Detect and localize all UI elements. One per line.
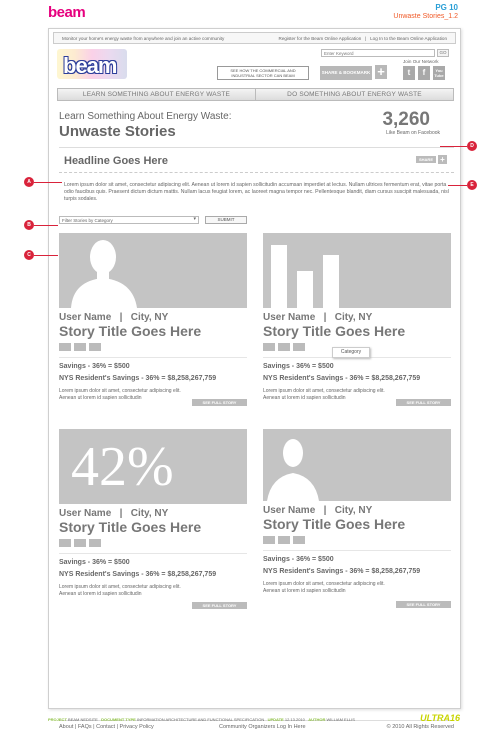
story-description: Lorem ipsum dolor sit amet, consectetur adipiscing elit. Aenean ut lorem id sapien sollicitudin (59, 388, 181, 401)
see-full-story-button[interactable]: SEE FULL STORY (192, 602, 247, 609)
story-savings: Savings - 36% = $500 (59, 363, 130, 370)
join-network-label: Join Our Network (403, 59, 439, 64)
share-plus-icon[interactable]: + (438, 155, 447, 164)
person-photo-icon (263, 429, 451, 501)
story-tags (59, 539, 247, 547)
monitor-link[interactable]: Monitor your home's energy waste from anywhere and join an active community (62, 35, 225, 41)
nav-do[interactable]: DO SOMETHING ABOUT ENERGY WASTE (287, 91, 422, 98)
story-meta: User Name | City, NY (59, 312, 169, 323)
callout-c: C (24, 250, 34, 260)
story-description: Lorem ipsum dolor sit amet, consectetur adipiscing elit. Aenean ut lorem id sapien sollicitudin (263, 581, 385, 594)
story-card[interactable] (59, 429, 247, 608)
callout-line (440, 146, 467, 147)
story-title[interactable]: Story Title Goes Here (59, 519, 202, 535)
see-full-story-button[interactable]: SEE FULL STORY (396, 399, 451, 406)
story-meta: User Name | City, NY (59, 508, 169, 519)
bar-chart-icon (263, 233, 451, 308)
chevron-down-icon: ▾ (193, 216, 196, 222)
category-tooltip: Category (332, 347, 370, 358)
facebook-icon[interactable]: f (418, 66, 430, 80)
tag-icon[interactable] (263, 343, 275, 351)
tag-icon[interactable] (293, 536, 305, 544)
tag-icon[interactable] (278, 536, 290, 544)
share-bookmark-button[interactable]: SHARE & BOOKMARK (320, 66, 372, 80)
story-meta: User Name | City, NY (263, 312, 373, 323)
community-login-link[interactable]: Community Organizers Log In Here (219, 724, 306, 730)
callout-line (34, 182, 62, 183)
see-full-story-button[interactable]: SEE FULL STORY (396, 601, 451, 608)
page-title: Unwaste Stories (59, 123, 176, 140)
story-nys-savings: NYS Resident's Savings - 36% = $8,258,267,759 (59, 375, 217, 382)
headline: Headline Goes Here (64, 155, 168, 167)
story-nys-savings: NYS Resident's Savings - 36% = $8,258,267,759 (59, 571, 217, 578)
story-description: Lorem ipsum dolor sit amet, consectetur adipiscing elit. Aenean ut lorem id sapien sollicitudin (263, 388, 385, 401)
share-button[interactable]: SHARE (416, 156, 436, 163)
story-image[interactable] (263, 233, 451, 308)
story-image[interactable] (59, 429, 247, 504)
register-link[interactable]: Register for the Beam Online Application (278, 35, 362, 41)
callout-line (448, 185, 467, 186)
facebook-count: 3,260 (382, 109, 430, 130)
story-title[interactable]: Story Title Goes Here (263, 516, 406, 532)
agency-logo: ULTRA16 (420, 713, 460, 723)
story-card[interactable] (263, 429, 451, 607)
story-tags (59, 343, 247, 351)
story-image[interactable] (59, 233, 247, 308)
tag-icon[interactable] (59, 539, 71, 547)
callout-e: E (467, 180, 477, 190)
tag-icon[interactable] (89, 539, 101, 547)
tag-icon[interactable] (59, 343, 71, 351)
story-savings: Savings - 36% = $500 (263, 363, 334, 370)
login-link[interactable]: Log In to the Beam Online Application (370, 35, 447, 41)
see-full-story-button[interactable]: SEE FULL STORY (192, 399, 247, 406)
doc-brand: beam (48, 4, 86, 21)
callout-line (34, 255, 58, 256)
tag-icon[interactable] (293, 343, 305, 351)
search-input[interactable]: Enter Keyword (321, 49, 435, 57)
callout-line (34, 225, 58, 226)
divider (59, 147, 454, 148)
hero-subtitle: Learn Something About Energy Waste: (59, 111, 232, 122)
top-utility-bar: Monitor your home's energy waste from anywhere and join an active community Register for the Beam Online Application | Log In to the Beam Online Application (53, 32, 456, 44)
story-card[interactable] (59, 233, 247, 405)
go-button[interactable]: GO (437, 49, 449, 57)
story-nys-savings: NYS Resident's Savings - 36% = $8,258,267,759 (263, 568, 421, 575)
tag-icon[interactable] (74, 343, 86, 351)
story-title[interactable]: Story Title Goes Here (263, 323, 406, 339)
tag-icon[interactable] (278, 343, 290, 351)
nav-learn[interactable]: LEARN SOMETHING ABOUT ENERGY WASTE (58, 89, 256, 100)
tag-icon[interactable] (89, 343, 101, 351)
submit-button[interactable]: SUBMIT (205, 216, 247, 224)
story-image[interactable] (263, 429, 451, 501)
twitter-icon[interactable]: t (403, 66, 415, 80)
document-info: PROJECT BEAM NEDSITE DOCUMENT TYPE INFORMATION ARCHITECTURE AND FUNCTIONAL SPECIFICATION UPDATE 12.13.2010 AUTHOR WILLIAM ELLIS (48, 717, 355, 722)
callout-d: D (467, 141, 477, 151)
story-savings: Savings - 36% = $500 (263, 556, 334, 563)
facebook-like-link[interactable]: Like Beam on Facebook (386, 130, 440, 136)
commercial-sector-button[interactable]: SEE HOW THE COMMERCIAL AND INDUSTRIAL SECTOR CAN BEAM (217, 66, 309, 80)
plus-icon[interactable]: + (375, 65, 387, 79)
story-nys-savings: NYS Resident's Savings - 36% = $8,258,267,759 (263, 375, 421, 382)
story-description: Lorem ipsum dolor sit amet, consectetur adipiscing elit. Aenean ut lorem id sapien sollicitudin (59, 584, 181, 597)
big-percent: 42% (71, 436, 174, 498)
tag-icon[interactable] (74, 539, 86, 547)
footer-links[interactable]: About | FAQs | Contact | Privacy Policy (59, 724, 154, 730)
copyright: © 2010 All Rights Reserved (386, 724, 454, 730)
person-silhouette-icon (59, 233, 247, 308)
story-savings: Savings - 36% = $500 (59, 559, 130, 566)
youtube-icon[interactable]: You Tube (434, 68, 444, 78)
divider (59, 172, 454, 173)
story-card[interactable] (263, 233, 451, 405)
story-tags (263, 536, 451, 544)
callout-a: A (24, 177, 34, 187)
beam-logo[interactable]: beam (57, 49, 131, 81)
intro-text: Lorem ipsum dolor sit amet, consectetur adipiscing elit. Aenean ut lorem id sapien sollicitudin accumsan imperdiet at lectus. Nullam ultrices fermentum erat, vitae porta odio faucibus quis. Praesent dictum dictum mattis. Nullam lacus feugiat lorem, ac laoreet magna tempor nec. Pellentesque blandit, diam cursus suscipit malesuada, nisl turpis sodales. (64, 182, 449, 202)
main-nav (57, 88, 454, 101)
callout-b: B (24, 220, 34, 230)
category-filter-select[interactable]: Filter Stories by Category ▾ (59, 216, 199, 224)
story-title[interactable]: Story Title Goes Here (59, 323, 202, 339)
story-meta: User Name | City, NY (263, 505, 373, 516)
page-number: PG 10 Unwaste Stories_1.2 (393, 3, 458, 20)
tag-icon[interactable] (263, 536, 275, 544)
